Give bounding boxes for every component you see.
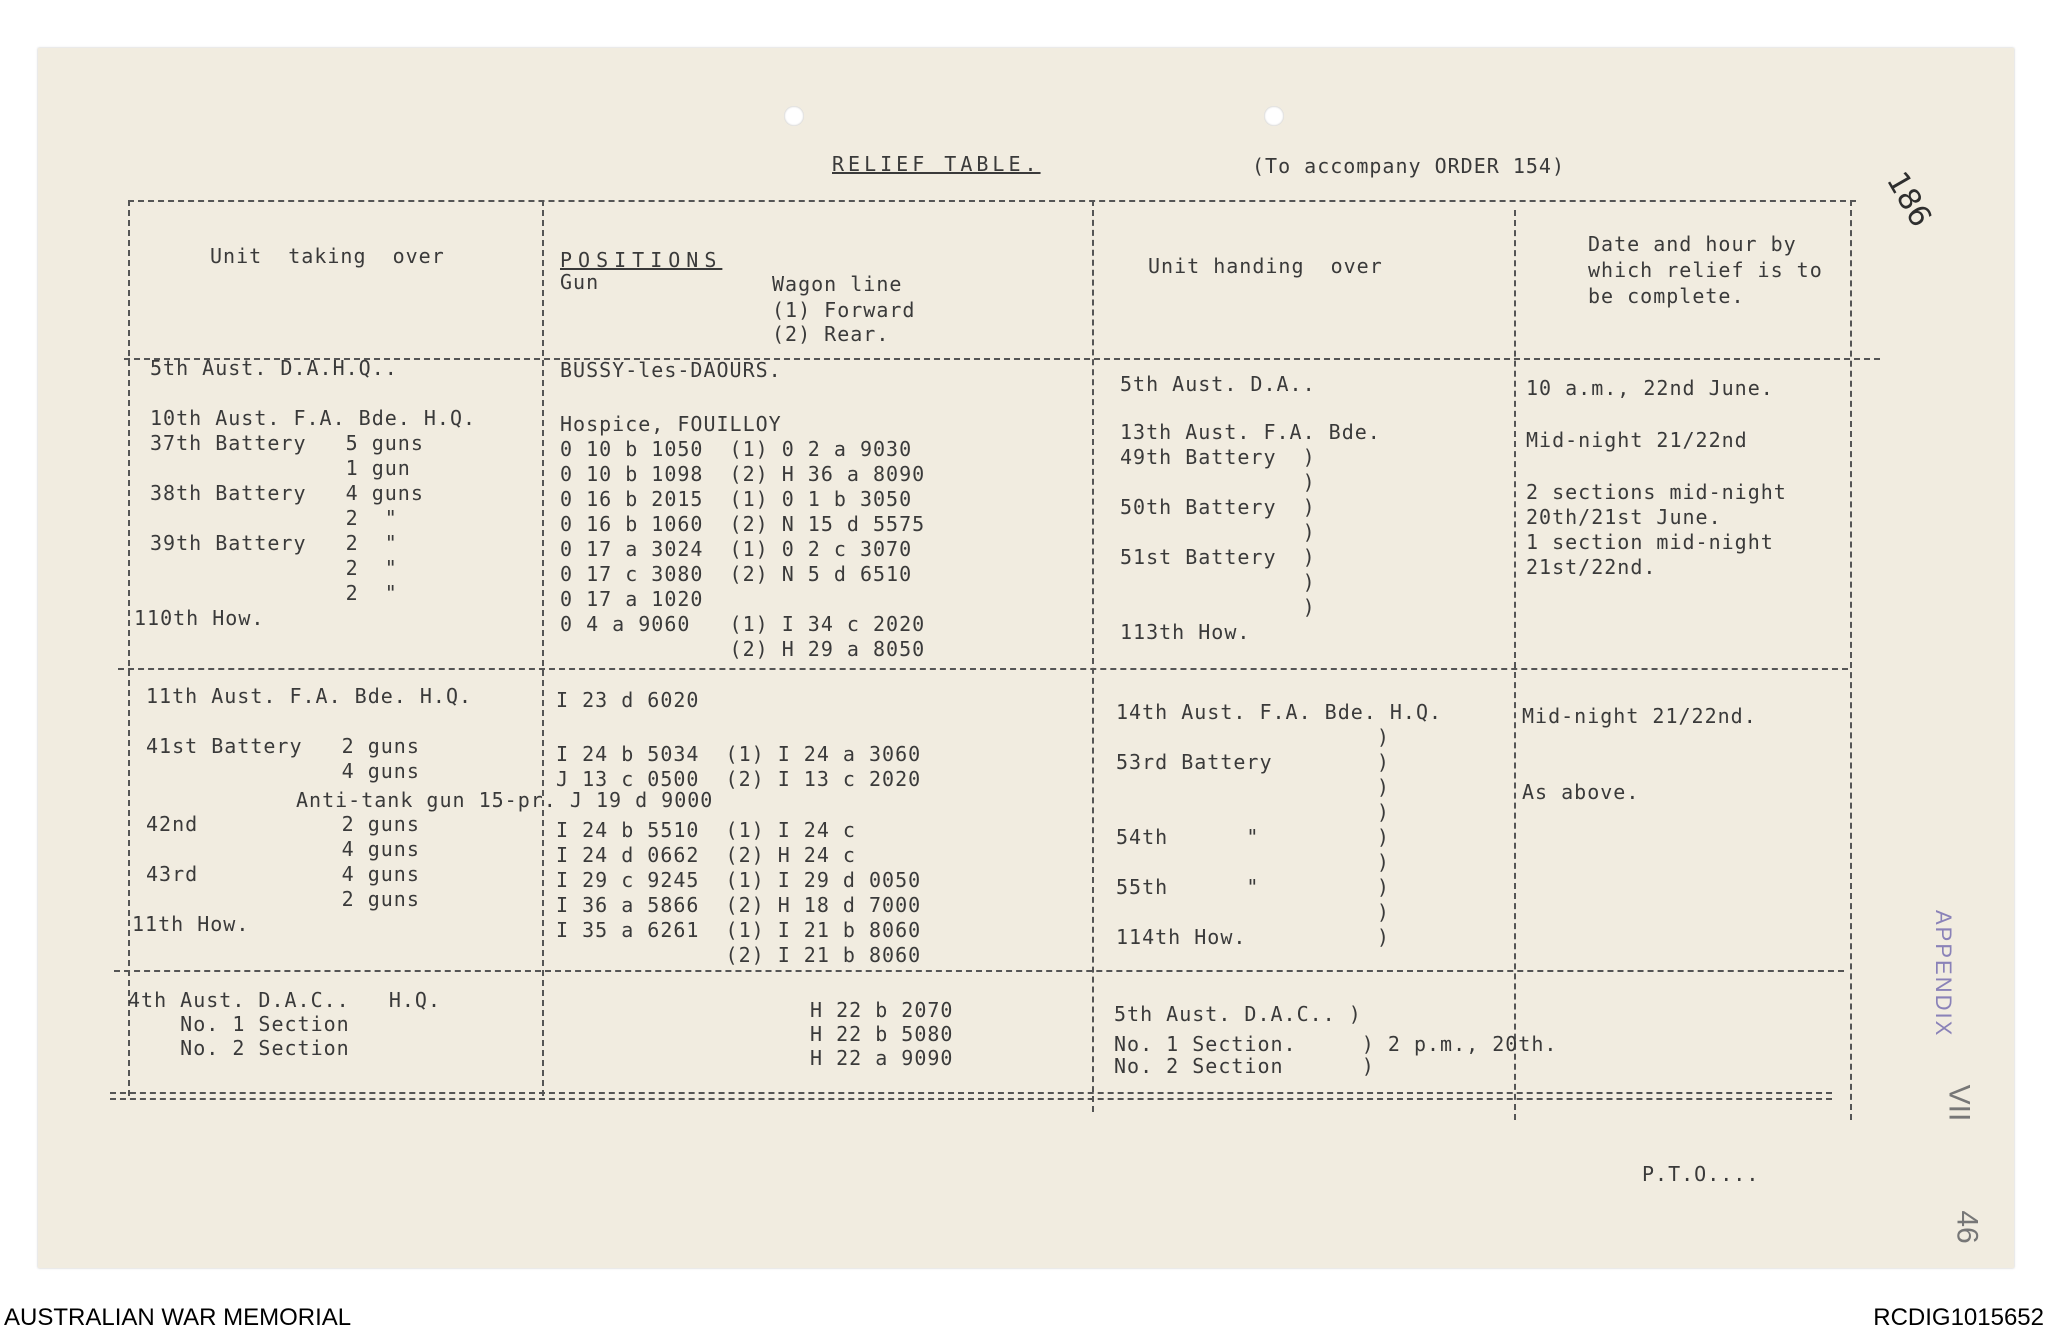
s1-col1-line: 110th How.	[134, 606, 265, 630]
s1-col2-line: 0 4 a 9060 (1) I 34 c 2020	[560, 612, 926, 636]
s2-col3-line: )	[1116, 725, 1390, 749]
s2-col1-line: 4 guns	[146, 759, 420, 783]
s3-col2-line: H 22 a 9090	[810, 1046, 954, 1070]
s1-col2-line: 0 16 b 2015 (1) 0 1 b 3050	[560, 487, 913, 511]
s1-col3-line: )	[1120, 520, 1316, 544]
s1-col2-line: 0 17 a 1020	[560, 587, 704, 611]
s2-col4-line: As above.	[1522, 780, 1640, 804]
header-wagon-line: Wagon line	[772, 272, 903, 296]
s2-col2-line: I 24 b 5510 (1) I 24 c	[556, 818, 856, 842]
footer-left: AUSTRALIAN WAR MEMORIAL	[4, 1304, 352, 1331]
s2-col2-line: I 24 b 5034 (1) I 24 a 3060	[556, 742, 922, 766]
s2-col1-line: 11th Aust. F.A. Bde. H.Q.	[146, 684, 473, 708]
folio-number: 186	[1879, 165, 1939, 234]
header-forward: (1) Forward	[772, 298, 916, 322]
table-top-rule	[128, 200, 1856, 202]
s2-col1-line: 42nd 2 guns	[146, 812, 420, 836]
s1-col1-line: 38th Battery 4 guns	[150, 481, 424, 505]
footer-right: RCDIG1015652	[1873, 1304, 2044, 1331]
punch-hole-right	[1264, 106, 1284, 126]
s3-col1-line: 4th Aust. D.A.C.. H.Q.	[128, 988, 441, 1012]
s1-col1-line: 2 "	[150, 556, 398, 580]
table-right-edge	[1850, 200, 1852, 1120]
s2-col3-line: )	[1116, 900, 1390, 924]
s1-col3-line: )	[1120, 595, 1316, 619]
column-divider-3	[1514, 210, 1516, 1120]
s1-col1-line: 2 "	[150, 506, 398, 530]
s3-col1-line: No. 2 Section	[128, 1036, 350, 1060]
s1-col3-line: )	[1120, 470, 1316, 494]
s1-col2-line: 0 10 b 1098 (2) H 36 a 8090	[560, 462, 926, 486]
s2-col1-line: 41st Battery 2 guns	[146, 734, 420, 758]
s1-col2-line: (2) H 29 a 8050	[560, 637, 926, 661]
s1-col2-line: Hospice, FOUILLOY	[560, 412, 782, 436]
s3-col3-line: No. 1 Section. ) 2 p.m., 20th.	[1114, 1032, 1558, 1056]
s1-col2-line: BUSSY-les-DAOURS.	[560, 358, 782, 382]
s1-col4-line: 2 sections mid-night	[1526, 480, 1787, 504]
s3-col1-line: No. 1 Section	[128, 1012, 350, 1036]
s2-col3-line: )	[1116, 775, 1390, 799]
header-date-line-1: Date and hour by	[1588, 232, 1797, 256]
s3-col2-line: H 22 b 2070	[810, 998, 954, 1022]
header-unit-handing-over: Unit handing over	[1148, 254, 1383, 278]
appendix-numeral: VII	[1942, 1084, 1976, 1122]
s1-col3-line: )	[1120, 570, 1316, 594]
s2-col3-line: 53rd Battery )	[1116, 750, 1390, 774]
s2-col3-line: )	[1116, 800, 1390, 824]
punch-hole-left	[784, 106, 804, 126]
s2-col3-line: )	[1116, 850, 1390, 874]
s2-col3-line: 54th " )	[1116, 825, 1390, 849]
appendix-stamp: APPENDIX	[1931, 910, 1956, 1038]
s1-col3-line: 13th Aust. F.A. Bde.	[1120, 420, 1381, 444]
section1-bottom-rule	[118, 668, 1848, 670]
s1-col3-line: 50th Battery )	[1120, 495, 1316, 519]
s1-col2-line: 0 17 c 3080 (2) N 5 d 6510	[560, 562, 913, 586]
header-date-line-3: be complete.	[1588, 284, 1745, 308]
header-positions: POSITIONS	[560, 248, 723, 272]
table-left-edge	[128, 200, 130, 1096]
s2-col2-line: I 23 d 6020	[556, 688, 700, 712]
column-divider-2	[1092, 200, 1094, 1112]
s1-col3-line: 113th How.	[1120, 620, 1251, 644]
s1-col2-line: 0 17 a 3024 (1) 0 2 c 3070	[560, 537, 913, 561]
s2-col3-line: 114th How. )	[1116, 925, 1390, 949]
s1-col4-line: 20th/21st June.	[1526, 505, 1722, 529]
s1-col1-line: 37th Battery 5 guns	[150, 431, 424, 455]
header-date-line-2: which relief is to	[1588, 258, 1823, 282]
s2-col1-line: 43rd 4 guns	[146, 862, 420, 886]
s2-col2-line: I 24 d 0662 (2) H 24 c	[556, 843, 856, 867]
header-rear: (2) Rear.	[772, 322, 890, 346]
s2-col4-line: Mid-night 21/22nd.	[1522, 704, 1757, 728]
s2-col1-line: 11th How.	[132, 912, 250, 936]
title-note: (To accompany ORDER 154)	[1252, 154, 1565, 178]
s2-col3-line: 55th " )	[1116, 875, 1390, 899]
pen-page-number: 46	[1950, 1210, 1984, 1244]
s2-col2-line: I 35 a 6261 (1) I 21 b 8060	[556, 918, 922, 942]
column-divider-1	[542, 200, 544, 1096]
s1-col1-line: 10th Aust. F.A. Bde. H.Q.	[150, 406, 477, 430]
pto-note: P.T.O....	[1642, 1162, 1760, 1186]
s2-col1-line: 2 guns	[146, 887, 420, 911]
s1-col1-line: 2 "	[150, 581, 398, 605]
s3-col2-line: H 22 b 5080	[810, 1022, 954, 1046]
s2-col2-line: (2) I 21 b 8060	[556, 943, 922, 967]
s3-col3-line: 5th Aust. D.A.C.. )	[1114, 1002, 1362, 1026]
s2-antitank-line: Anti-tank gun 15-pr. J 19 d 9000	[296, 788, 714, 812]
section2-bottom-rule	[114, 970, 1844, 972]
document-title: RELIEF TABLE.	[832, 152, 1041, 176]
s1-col3-line: 49th Battery )	[1120, 445, 1316, 469]
s1-col4-line: 10 a.m., 22nd June.	[1526, 376, 1774, 400]
s2-col3-line: 14th Aust. F.A. Bde. H.Q.	[1116, 700, 1443, 724]
s2-col1-line: 4 guns	[146, 837, 420, 861]
header-gun: Gun	[560, 270, 600, 294]
s2-col2-line: I 36 a 5866 (2) H 18 d 7000	[556, 893, 922, 917]
s2-col2-line: I 29 c 9245 (1) I 29 d 0050	[556, 868, 922, 892]
s1-col4-line: 1 section mid-night	[1526, 530, 1774, 554]
s1-col4-line: 21st/22nd.	[1526, 555, 1657, 579]
header-unit-taking-over: Unit taking over	[210, 244, 445, 268]
s1-col1-line: 1 gun	[150, 456, 411, 480]
s1-col4-line: Mid-night 21/22nd	[1526, 428, 1748, 452]
table-bottom-rule	[110, 1092, 1832, 1100]
s2-col2-line: J 13 c 0500 (2) I 13 c 2020	[556, 767, 922, 791]
s1-col2-line: 0 16 b 1060 (2) N 15 d 5575	[560, 512, 926, 536]
s1-col1-line: 39th Battery 2 "	[150, 531, 398, 555]
document-page	[38, 48, 2014, 1268]
s3-col3-line: No. 2 Section )	[1114, 1054, 1375, 1078]
s1-col3-line: 51st Battery )	[1120, 545, 1316, 569]
s1-col2-line: 0 10 b 1050 (1) 0 2 a 9030	[560, 437, 913, 461]
s1-col1-line: 5th Aust. D.A.H.Q..	[150, 356, 398, 380]
s1-col3-line: 5th Aust. D.A..	[1120, 372, 1316, 396]
